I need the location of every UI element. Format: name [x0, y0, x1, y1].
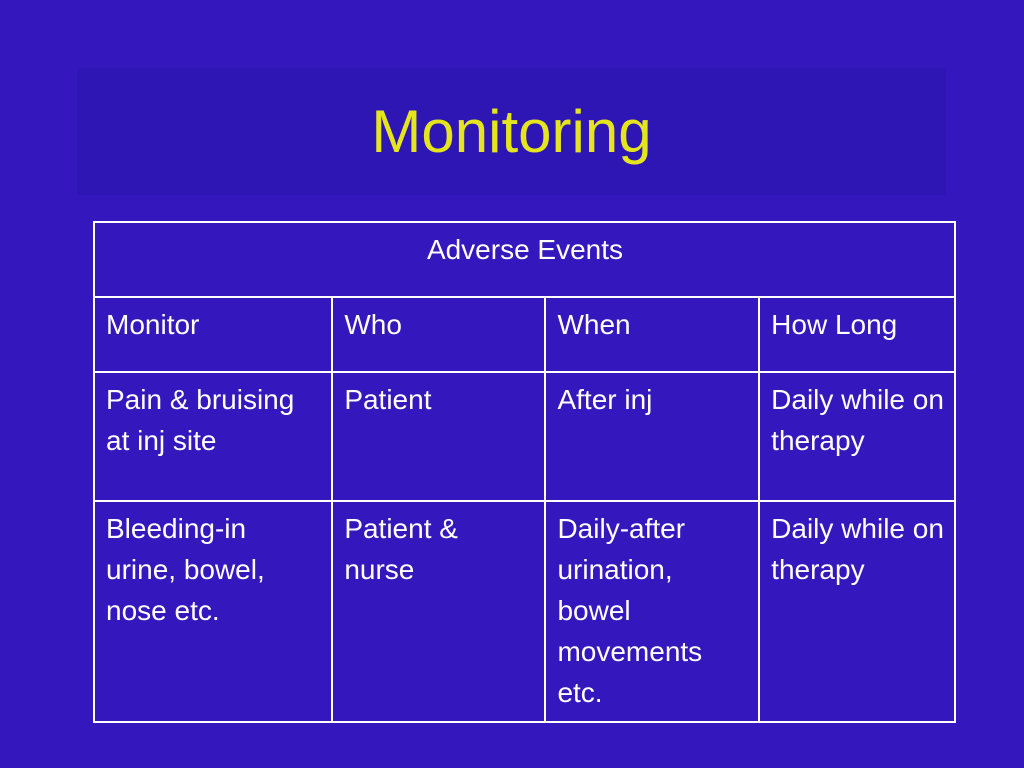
table-row [94, 501, 955, 722]
column-header-when: When [545, 297, 759, 372]
table-cell: Daily-after urination, bowel movements etc. [545, 501, 759, 722]
table-caption-row [94, 222, 955, 297]
slide-title: Monitoring [371, 97, 652, 165]
title-bar [77, 68, 946, 195]
table-cell: Patient & nurse [332, 501, 545, 722]
column-header-monitor: Monitor [94, 297, 332, 372]
table-cell: Bleeding-in urine, bowel, nose etc. [94, 501, 332, 722]
table-cell: Pain & bruising at inj site [94, 372, 332, 501]
table-cell: Daily while on therapy [759, 372, 955, 501]
table-cell: Patient [332, 372, 545, 501]
table-caption: Adverse Events [94, 222, 955, 297]
table-cell: After inj [545, 372, 759, 501]
column-header-who: Who [332, 297, 545, 372]
table-cell: Daily while on therapy [759, 501, 955, 722]
adverse-events-table [93, 221, 956, 723]
table-row [94, 372, 955, 501]
column-header-row [94, 297, 955, 372]
column-header-how-long: How Long [759, 297, 955, 372]
